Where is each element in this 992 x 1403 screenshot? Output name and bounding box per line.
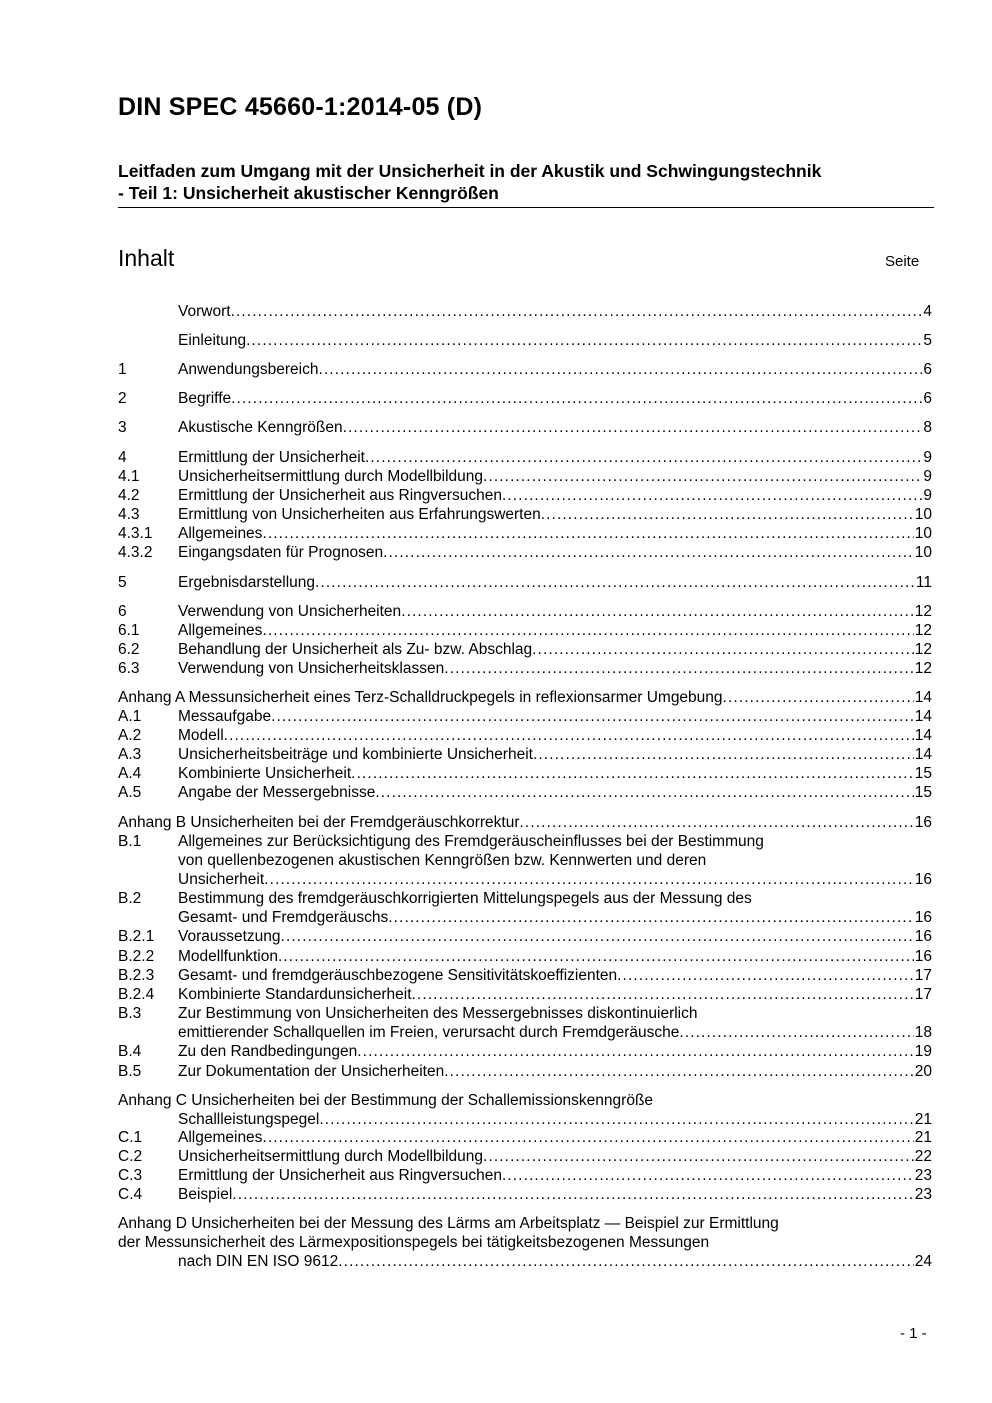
toc-entry[interactable] xyxy=(118,659,932,678)
dot-leader xyxy=(262,1128,913,1147)
toc-entry[interactable] xyxy=(118,1091,932,1129)
dot-leader xyxy=(281,927,914,946)
toc-entry-number: 3 xyxy=(118,419,127,436)
toc-entry-title: Allgemeines xyxy=(178,1129,263,1146)
toc-entry-page: 12 xyxy=(914,660,932,677)
toc-entry[interactable] xyxy=(118,1214,932,1271)
toc-entry-number: B.2.4 xyxy=(118,986,155,1003)
toc-entry[interactable] xyxy=(118,467,932,486)
toc-entry-page: 18 xyxy=(914,1024,932,1041)
toc-entry[interactable] xyxy=(118,745,932,764)
toc-entry-title: Unsicherheitsermittlung durch Modellbildung xyxy=(178,1148,483,1165)
toc-entry-page: 9 xyxy=(923,487,932,504)
toc-entry[interactable] xyxy=(118,360,932,379)
dot-leader xyxy=(375,783,913,802)
toc-entry-page: 16 xyxy=(914,814,932,831)
toc-entry[interactable] xyxy=(118,389,932,408)
toc-entry[interactable] xyxy=(118,448,932,467)
toc-entry-number: C.3 xyxy=(118,1167,143,1184)
toc-entry-title: Anhang B Unsicherheiten bei der Fremdgeräuschkorrektur xyxy=(118,814,520,831)
toc-entry-line xyxy=(118,688,932,707)
toc-entry-number: B.1 xyxy=(118,833,142,850)
toc-entry-page: 14 xyxy=(914,746,932,763)
toc-entry-page: 4 xyxy=(923,303,932,320)
toc-entry-title: emittierender Schallquellen im Freien, verursacht durch Fremdgeräusche xyxy=(178,1024,680,1041)
toc-entry-line xyxy=(118,448,932,467)
toc-entry-line xyxy=(118,1091,932,1110)
toc-entry-title: Angabe der Messergebnisse xyxy=(178,784,376,801)
toc-entry-number: 4.1 xyxy=(118,468,140,485)
dot-leader xyxy=(315,573,915,592)
toc-entry-number: 4.3.2 xyxy=(118,544,153,561)
dot-leader xyxy=(723,688,914,707)
dot-leader xyxy=(483,467,922,486)
toc-entry-number: B.4 xyxy=(118,1043,142,1060)
toc-entry-number: 4.2 xyxy=(118,487,140,504)
toc-entry-number: A.3 xyxy=(118,746,142,763)
toc-entry-page: 21 xyxy=(914,1129,932,1146)
toc-entry-title: Allgemeines xyxy=(178,525,263,542)
toc-entry-number: C.2 xyxy=(118,1148,143,1165)
toc-entry-title: Zur Dokumentation der Unsicherheiten xyxy=(178,1063,445,1080)
toc-entry-line xyxy=(118,783,932,802)
toc-entry-line xyxy=(118,927,932,946)
toc-entry-line xyxy=(118,331,932,350)
toc-entry[interactable] xyxy=(118,543,932,562)
dot-leader xyxy=(444,1062,914,1081)
document-title: DIN SPEC 45660-1:2014-05 (D) xyxy=(118,93,483,121)
toc-entry-page: 16 xyxy=(914,909,932,926)
toc-entry-number: 6.3 xyxy=(118,660,140,677)
toc-entry-page: 16 xyxy=(914,948,932,965)
dot-leader xyxy=(246,331,922,350)
dot-leader xyxy=(388,908,914,927)
toc-entry-number: 5 xyxy=(118,574,127,591)
toc-entry[interactable] xyxy=(118,1042,932,1061)
toc-entry-line xyxy=(118,1185,932,1204)
toc-entry[interactable] xyxy=(118,764,932,783)
toc-entry-title: Ermittlung von Unsicherheiten aus Erfahrungswerten xyxy=(178,506,541,523)
toc-entry-line xyxy=(118,467,932,486)
toc-entry-title: Beispiel xyxy=(178,1186,233,1203)
dot-leader xyxy=(365,448,922,467)
toc-entry-title: Kombinierte Standardunsicherheit xyxy=(178,986,412,1003)
toc-entry-title: Verwendung von Unsicherheiten xyxy=(178,603,402,620)
toc-entry-line xyxy=(118,505,932,524)
dot-leader xyxy=(541,505,914,524)
toc-entry-title: Gesamt- und Fremdgeräuschs xyxy=(178,909,389,926)
toc-entry-number: A.2 xyxy=(118,727,142,744)
toc-entry-line xyxy=(118,889,932,908)
toc-entry-page: 22 xyxy=(914,1148,932,1165)
toc-entry-page: 10 xyxy=(914,525,932,542)
toc-entry-line xyxy=(118,360,932,379)
toc-entry-line xyxy=(118,418,932,437)
toc-entry-title: nach DIN EN ISO 9612 xyxy=(178,1253,339,1270)
toc-entry-number: B.2 xyxy=(118,890,142,907)
dot-leader xyxy=(224,726,914,745)
toc-entry[interactable] xyxy=(118,707,932,726)
toc-entry-title: von quellenbezogenen akustischen Kenngrößen bzw. Kennwerten und deren xyxy=(178,852,707,869)
toc-entry-title: Zur Bestimmung von Unsicherheiten des Messergebnisses diskontinuierlich xyxy=(178,1005,698,1022)
dot-leader xyxy=(351,764,914,783)
toc-entry[interactable] xyxy=(118,813,932,832)
toc-entry-line xyxy=(118,1252,932,1271)
toc-entry-title: Akustische Kenngrößen xyxy=(178,419,343,436)
dot-leader xyxy=(412,985,914,1004)
toc-entry[interactable] xyxy=(118,1166,932,1185)
toc-entry-title: der Messunsicherheit des Lärmexpositionspegels bei tätigkeitsbezogenen Messungen xyxy=(118,1234,710,1251)
toc-entry-line xyxy=(118,1214,932,1233)
toc-entry-title: Modell xyxy=(178,727,224,744)
toc-entry[interactable] xyxy=(118,602,932,621)
dot-leader xyxy=(343,418,923,437)
toc-entry-line xyxy=(118,985,932,1004)
toc-entry-line xyxy=(118,1004,932,1023)
document-subtitle xyxy=(118,160,934,208)
toc-entry-number: A.4 xyxy=(118,765,142,782)
toc-entry[interactable] xyxy=(118,985,932,1004)
dot-leader xyxy=(401,602,914,621)
toc-entry-line xyxy=(118,764,932,783)
toc-entry-page: 15 xyxy=(914,765,932,782)
toc-entry-title: Zu den Randbedingungen xyxy=(178,1043,358,1060)
toc-entry-page: 14 xyxy=(914,727,932,744)
toc-entry-number: 4.3 xyxy=(118,506,140,523)
toc-entry-line xyxy=(118,1233,932,1252)
toc-entry-line xyxy=(118,1062,932,1081)
dot-leader xyxy=(483,1147,914,1166)
dot-leader xyxy=(338,1252,914,1271)
page-column-label: Seite xyxy=(885,253,920,270)
toc-entry-number: C.4 xyxy=(118,1186,143,1203)
toc-entry-number: 2 xyxy=(118,390,127,407)
toc-entry-number: A.5 xyxy=(118,784,142,801)
toc-entry[interactable] xyxy=(118,1004,932,1042)
toc-entry-page: 11 xyxy=(915,574,932,591)
toc-entry-title: Allgemeines zur Berücksichtigung des Fremdgeräuscheinflusses bei der Bestimmung xyxy=(178,833,764,850)
toc-entry-title: Bestimmung des fremdgeräuschkorrigierten Mittelungspegels aus der Messung des xyxy=(178,890,752,907)
toc-entry-page: 20 xyxy=(914,1063,932,1080)
toc-entry[interactable] xyxy=(118,889,932,927)
toc-entry-title: Einleitung xyxy=(178,332,247,349)
dot-leader xyxy=(357,1042,913,1061)
toc-entry-title: Voraussetzung xyxy=(178,928,281,945)
toc-entry[interactable] xyxy=(118,783,932,802)
toc-entry-page: 9 xyxy=(923,449,932,466)
toc-entry-page: 16 xyxy=(914,871,932,888)
dot-leader xyxy=(232,1185,913,1204)
toc-entry-number: B.3 xyxy=(118,1005,142,1022)
toc-entry-line xyxy=(118,602,932,621)
toc-entry-title: Messaufgabe xyxy=(178,708,272,725)
toc-entry-title: Verwendung von Unsicherheitsklassen xyxy=(178,660,445,677)
toc-entry-page: 15 xyxy=(914,784,932,801)
dot-leader xyxy=(520,813,914,832)
toc-entry[interactable] xyxy=(118,726,932,745)
toc-entry-line xyxy=(118,1166,932,1185)
dot-leader xyxy=(533,745,914,764)
toc-entry[interactable] xyxy=(118,418,932,437)
toc-entry-number: 4 xyxy=(118,449,127,466)
toc-entry-line xyxy=(118,659,932,678)
toc-entry-title: Schallleistungspegel xyxy=(178,1111,320,1128)
toc-entry-title: Unsicherheitsermittlung durch Modellbildung xyxy=(178,468,483,485)
toc-entry[interactable] xyxy=(118,505,932,524)
toc-entry-number: A.1 xyxy=(118,708,142,725)
toc-entry-page: 12 xyxy=(914,641,932,658)
toc-entry-title: Anhang A Messunsicherheit eines Terz-Schalldruckpegels in reflexionsarmer Umgebung xyxy=(118,689,723,706)
dot-leader xyxy=(264,870,914,889)
toc-entry-page: 16 xyxy=(914,928,932,945)
toc-entry-line xyxy=(118,573,932,592)
toc-entry-page: 12 xyxy=(914,603,932,620)
toc-entry-page: 23 xyxy=(914,1167,932,1184)
toc-entry-title: Vorwort xyxy=(178,303,231,320)
dot-leader xyxy=(262,621,913,640)
toc-entry[interactable] xyxy=(118,302,932,321)
toc-entry[interactable] xyxy=(118,331,932,350)
toc-entry-line xyxy=(118,813,932,832)
toc-entry-line xyxy=(118,851,932,870)
toc-entry-page: 24 xyxy=(914,1253,932,1270)
toc-entry-title: Ermittlung der Unsicherheit xyxy=(178,449,365,466)
toc-entry-title: Begriffe xyxy=(178,390,232,407)
toc-entry-line xyxy=(118,640,932,659)
toc-entry-line xyxy=(118,908,932,927)
dot-leader xyxy=(444,659,914,678)
toc-entry-title: Modellfunktion xyxy=(178,948,278,965)
toc-entry[interactable] xyxy=(118,621,932,640)
toc-entry-title: Kombinierte Unsicherheit xyxy=(178,765,352,782)
dot-leader xyxy=(262,524,913,543)
toc-entry-line xyxy=(118,726,932,745)
toc-entry-title: Unsicherheitsbeiträge und kombinierte Unsicherheit xyxy=(178,746,533,763)
dot-leader xyxy=(532,640,914,659)
toc-entry[interactable] xyxy=(118,688,932,707)
toc-entry-page: 10 xyxy=(914,544,932,561)
toc-entry-line xyxy=(118,745,932,764)
toc-entry-page: 6 xyxy=(923,361,932,378)
dot-leader xyxy=(271,707,914,726)
toc-heading: Inhalt xyxy=(118,245,175,271)
toc-entry-line xyxy=(118,1110,932,1129)
toc-entry[interactable] xyxy=(118,486,932,505)
toc-entry-page: 8 xyxy=(923,419,932,436)
toc-entry-line xyxy=(118,1042,932,1061)
toc-entry-title: Ermittlung der Unsicherheit aus Ringversuchen xyxy=(178,1167,502,1184)
page-number: - 1 - xyxy=(900,1325,927,1342)
toc-entry-page: 21 xyxy=(914,1111,932,1128)
toc-entry-title: Anwendungsbereich xyxy=(178,361,319,378)
toc-entry-title: Eingangsdaten für Prognosen xyxy=(178,544,384,561)
dot-leader xyxy=(502,1166,914,1185)
toc-entry-page: 17 xyxy=(914,986,932,1003)
toc-entry[interactable] xyxy=(118,524,932,543)
toc-entry-title: Anhang D Unsicherheiten bei der Messung des Lärms am Arbeitsplatz — Beispiel zur Ermittlung xyxy=(118,1215,779,1232)
toc-entry[interactable] xyxy=(118,947,932,966)
dot-leader xyxy=(231,302,923,321)
dot-leader xyxy=(318,360,922,379)
subtitle-line-1: Leitfaden zum Umgang mit der Unsicherheit in der Akustik und Schwingungstechnik xyxy=(118,161,822,181)
toc-entry[interactable] xyxy=(118,1062,932,1081)
toc-entry-line xyxy=(118,832,932,851)
subtitle-line-2: - Teil 1: Unsicherheit akustischer Kenngrößen xyxy=(118,183,499,203)
toc-entry-title: Anhang C Unsicherheiten bei der Bestimmung der Schallemissionskenngröße xyxy=(118,1092,654,1109)
toc-entry-number: 4.3.1 xyxy=(118,525,153,542)
toc-entry-line xyxy=(118,543,932,562)
toc-entry-number: 6.2 xyxy=(118,641,140,658)
toc-entry-page: 5 xyxy=(923,332,932,349)
toc-entry-page: 19 xyxy=(914,1043,932,1060)
toc-entry[interactable] xyxy=(118,832,932,889)
toc-entry-page: 23 xyxy=(914,1186,932,1203)
toc-entry-number: B.2.2 xyxy=(118,948,155,965)
toc-entry[interactable] xyxy=(118,640,932,659)
dot-leader xyxy=(278,947,914,966)
toc-entry-page: 17 xyxy=(914,967,932,984)
toc-entry[interactable] xyxy=(118,1128,932,1147)
toc-entry-line xyxy=(118,707,932,726)
dot-leader xyxy=(502,486,922,505)
toc-entry-number: 6.1 xyxy=(118,622,140,639)
toc-entry-number: C.1 xyxy=(118,1129,143,1146)
toc-entry-number: B.2.1 xyxy=(118,928,155,945)
toc-entry-number: B.2.3 xyxy=(118,967,155,984)
toc-entry-line xyxy=(118,302,932,321)
toc-entry-page: 14 xyxy=(914,708,932,725)
toc-entry-line xyxy=(118,524,932,543)
toc-entry-line xyxy=(118,870,932,889)
toc-entry-line xyxy=(118,486,932,505)
toc-entry-page: 10 xyxy=(914,506,932,523)
toc-entry-line xyxy=(118,966,932,985)
toc-entry-page: 14 xyxy=(914,689,932,706)
toc-entry[interactable] xyxy=(118,573,932,592)
dot-leader xyxy=(319,1110,913,1129)
toc-entry[interactable] xyxy=(118,927,932,946)
toc-entry-number: B.5 xyxy=(118,1063,142,1080)
toc-entry-line xyxy=(118,621,932,640)
dot-leader xyxy=(383,543,914,562)
toc-entry-line xyxy=(118,1128,932,1147)
toc-entry-line xyxy=(118,947,932,966)
toc-entry-title: Allgemeines xyxy=(178,622,263,639)
toc-entry-number: 1 xyxy=(118,361,127,378)
dot-leader xyxy=(679,1023,913,1042)
toc-entry-page: 9 xyxy=(923,468,932,485)
toc-entry-line xyxy=(118,389,932,408)
toc-entry-page: 12 xyxy=(914,622,932,639)
toc-entry-page: 6 xyxy=(923,390,932,407)
toc-entry[interactable] xyxy=(118,1185,932,1204)
toc-entry-title: Unsicherheit xyxy=(178,871,265,888)
toc-entry-line xyxy=(118,1147,932,1166)
toc-entry[interactable] xyxy=(118,1147,932,1166)
toc-entry-title: Gesamt- und fremdgeräuschbezogene Sensitivitätskoeffizienten xyxy=(178,967,618,984)
toc-entry-title: Ergebnisdarstellung xyxy=(178,574,316,591)
dot-leader xyxy=(231,389,922,408)
toc-entry[interactable] xyxy=(118,966,932,985)
toc-entry-title: Ermittlung der Unsicherheit aus Ringversuchen xyxy=(178,487,502,504)
dot-leader xyxy=(617,966,914,985)
toc-entry-line xyxy=(118,1023,932,1042)
toc-entry-title: Behandlung der Unsicherheit als Zu- bzw. Abschlag xyxy=(178,641,533,658)
toc-entry-number: 6 xyxy=(118,603,127,620)
